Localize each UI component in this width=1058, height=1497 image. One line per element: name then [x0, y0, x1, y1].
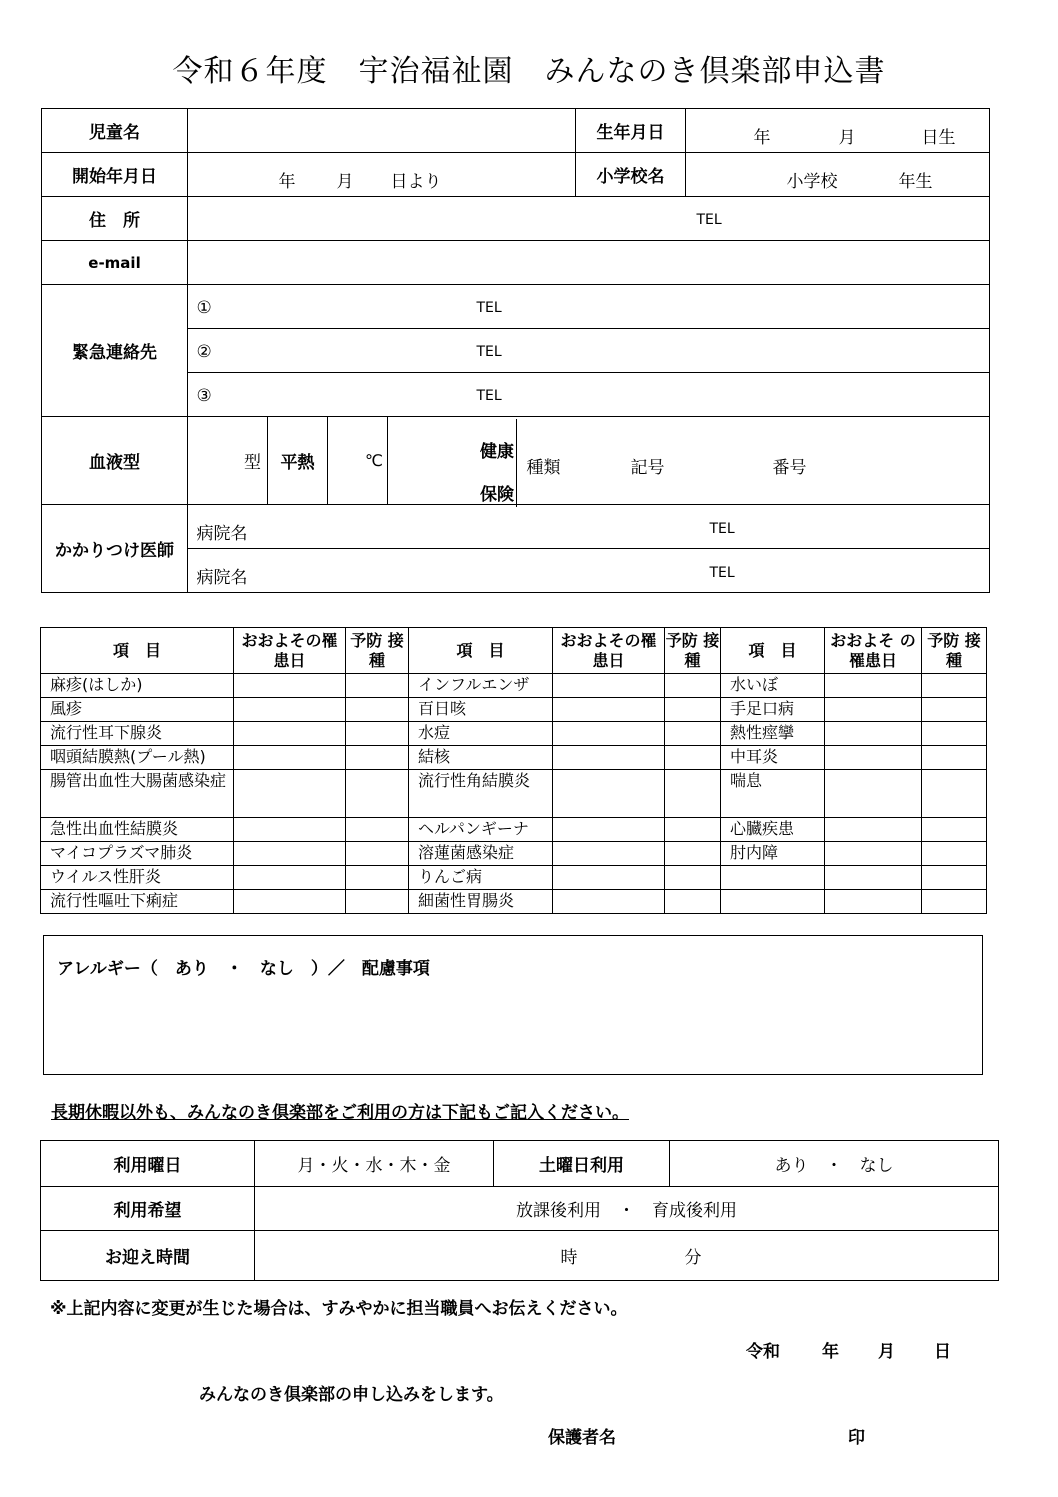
illness-history-table [40, 627, 987, 914]
child-name-field[interactable] [188, 109, 576, 153]
address-field[interactable] [188, 197, 990, 241]
illness-vaccination-field[interactable] [346, 890, 409, 914]
illness-date-field[interactable] [553, 842, 665, 866]
illness-name: 細菌性胃腸炎 [409, 890, 553, 914]
illness-vaccination-field[interactable] [665, 770, 721, 818]
table-row [41, 722, 987, 746]
emergency-mark-3: ③ [196, 385, 212, 406]
table-row [41, 746, 987, 770]
wish-value[interactable]: 放課後利用 ・ 育成後利用 [255, 1187, 999, 1231]
pickup-minute: 分 [684, 1247, 702, 1268]
illness-date-field[interactable] [825, 722, 922, 746]
illness-vaccination-field[interactable] [346, 818, 409, 842]
start-date-field[interactable] [188, 153, 576, 197]
illness-name: 心臓疾患 [721, 818, 825, 842]
illness-date-field[interactable] [553, 866, 665, 890]
illness-vaccination-field[interactable] [665, 698, 721, 722]
change-notice: ※上記内容に変更が生じた場合は、すみやかに担当職員へお伝えください。 [50, 1299, 628, 1319]
illness-vaccination-field[interactable] [922, 770, 987, 818]
date-year: 年 [822, 1342, 839, 1362]
illness-name: 流行性耳下腺炎 [41, 722, 234, 746]
illness-vaccination-field[interactable] [346, 842, 409, 866]
usage-table [40, 1140, 999, 1281]
illness-vaccination-field[interactable] [346, 722, 409, 746]
illness-name: 流行性角結膜炎 [409, 770, 553, 818]
illness-vaccination-field[interactable] [665, 866, 721, 890]
apply-text: みんなのき倶楽部の申し込みをします。 [199, 1385, 504, 1405]
illness-name: 麻疹(はしか) [41, 674, 234, 698]
illness-vaccination-field[interactable] [665, 890, 721, 914]
blood-type-label: 血液型 [42, 417, 188, 505]
birthdate-year: 年 [753, 127, 771, 148]
insurance-label [460, 431, 535, 505]
illness-date-field[interactable] [234, 770, 346, 818]
illness-date-field[interactable] [234, 674, 346, 698]
usage-notice: 長期休暇以外も、みんなのき倶楽部をご利用の方は下記もご記入ください。 [51, 1103, 629, 1123]
pickup-hour: 時 [560, 1247, 578, 1268]
illness-date-field[interactable] [234, 842, 346, 866]
illness-date-field[interactable] [234, 890, 346, 914]
temperature-label: 平熱 [268, 417, 328, 505]
allergy-box[interactable] [43, 935, 983, 1075]
illness-date-field[interactable] [553, 722, 665, 746]
header-vacc-a: 予防 接種 [346, 628, 409, 674]
illness-date-field[interactable] [553, 770, 665, 818]
doctor-label: かかりつけ医師 [42, 505, 188, 593]
illness-vaccination-field[interactable] [922, 866, 987, 890]
temperature-unit: ℃ [365, 451, 383, 470]
illness-rows [41, 674, 987, 914]
illness-vaccination-field[interactable] [346, 698, 409, 722]
emergency-mark-1: ① [196, 297, 212, 318]
illness-date-field[interactable] [825, 866, 922, 890]
temperature-field[interactable] [328, 417, 388, 505]
illness-name [721, 890, 825, 914]
email-field[interactable] [188, 241, 990, 285]
illness-vaccination-field[interactable] [922, 722, 987, 746]
illness-name: 百日咳 [409, 698, 553, 722]
start-year: 年 [278, 171, 296, 192]
emergency-label: 緊急連絡先 [42, 285, 188, 417]
illness-vaccination-field[interactable] [346, 770, 409, 818]
blood-type-unit: 型 [244, 453, 261, 473]
date-day: 日 [934, 1342, 951, 1362]
seal-mark: 印 [848, 1428, 865, 1448]
illness-name: 手足口病 [721, 698, 825, 722]
hospital-2-tel: TEL [709, 564, 735, 581]
table-row [41, 770, 987, 818]
illness-name: 中耳炎 [721, 746, 825, 770]
illness-name: ヘルパンギーナ [409, 818, 553, 842]
blood-type-field[interactable] [188, 417, 268, 505]
birthdate-label: 生年月日 [576, 109, 686, 153]
birthdate-field[interactable] [686, 109, 990, 153]
illness-date-field[interactable] [234, 746, 346, 770]
header-vacc-c: 予防 接種 [922, 628, 987, 674]
table-row [41, 674, 987, 698]
child-name-label: 児童名 [42, 109, 188, 153]
start-month: 月 [336, 171, 354, 192]
illness-vaccination-field[interactable] [922, 698, 987, 722]
illness-vaccination-field[interactable] [922, 818, 987, 842]
guardian-label: 保護者名 [548, 1428, 616, 1448]
illness-vaccination-field[interactable] [665, 746, 721, 770]
illness-vaccination-field[interactable] [665, 722, 721, 746]
days-value[interactable]: 月・火・水・木・金 [255, 1141, 494, 1187]
date-era: 令和 [746, 1342, 780, 1362]
table-row [41, 842, 987, 866]
illness-name: 咽頭結膜熱(プール熱) [41, 746, 234, 770]
header-date-c: おおよそ の罹患日 [825, 628, 922, 674]
illness-name: 風疹 [41, 698, 234, 722]
illness-name [721, 866, 825, 890]
email-label: e-mail [42, 241, 188, 285]
pickup-label: お迎え時間 [41, 1231, 255, 1281]
hospital-1-label: 病院名 [196, 523, 248, 544]
illness-date-field[interactable] [553, 698, 665, 722]
emergency-tel-1: TEL [476, 299, 502, 316]
illness-name: 溶蓮菌感染症 [409, 842, 553, 866]
illness-vaccination-field[interactable] [922, 890, 987, 914]
hospital-1-tel: TEL [709, 520, 735, 537]
illness-name: 肘内障 [721, 842, 825, 866]
illness-vaccination-field[interactable] [665, 818, 721, 842]
illness-date-field[interactable] [553, 746, 665, 770]
saturday-value[interactable]: あり ・ なし [670, 1141, 999, 1187]
table-row [41, 866, 987, 890]
insurance-divider [516, 419, 517, 505]
illness-date-field[interactable] [234, 698, 346, 722]
insurance-label-2: 保険 [480, 484, 514, 505]
illness-date-field[interactable] [825, 746, 922, 770]
illness-vaccination-field[interactable] [922, 746, 987, 770]
illness-vaccination-field[interactable] [665, 842, 721, 866]
table-row [41, 890, 987, 914]
illness-vaccination-field[interactable] [346, 674, 409, 698]
hospital-1-field[interactable] [188, 505, 990, 549]
hospital-2-field[interactable] [188, 549, 990, 593]
header-item-a: 項 目 [41, 628, 234, 674]
illness-name: マイコプラズマ肺炎 [41, 842, 234, 866]
illness-name: ウイルス性肝炎 [41, 866, 234, 890]
illness-name: 水痘 [409, 722, 553, 746]
days-label: 利用曜日 [41, 1141, 255, 1187]
table-row [41, 818, 987, 842]
birthdate-month: 月 [838, 127, 856, 148]
illness-name: 流行性嘔吐下痢症 [41, 890, 234, 914]
illness-name: 腸管出血性大腸菌感染症 [41, 770, 234, 818]
illness-vaccination-field[interactable] [346, 746, 409, 770]
table-row [41, 698, 987, 722]
emergency-mark-2: ② [196, 341, 212, 362]
illness-date-field[interactable] [825, 818, 922, 842]
illness-date-field[interactable] [825, 674, 922, 698]
illness-name: りんご病 [409, 866, 553, 890]
grade-suffix: 年生 [898, 171, 933, 192]
illness-name: インフルエンザ [409, 674, 553, 698]
emergency-contact-2[interactable] [188, 329, 990, 373]
illness-vaccination-field[interactable] [922, 842, 987, 866]
emergency-contact-3[interactable] [188, 373, 990, 417]
header-date-b: おおよその罹患日 [553, 628, 665, 674]
illness-name: 水いぼ [721, 674, 825, 698]
pickup-field[interactable] [255, 1231, 999, 1281]
header-date-a: おおよその罹患日 [234, 628, 346, 674]
wish-label: 利用希望 [41, 1187, 255, 1231]
hospital-2-label: 病院名 [196, 567, 248, 588]
insurance-type: 種類 [526, 457, 561, 478]
applicant-info-table [41, 108, 990, 593]
date-month: 月 [878, 1342, 895, 1362]
illness-date-field[interactable] [825, 842, 922, 866]
school-field[interactable] [686, 153, 990, 197]
illness-date-field[interactable] [825, 890, 922, 914]
illness-date-field[interactable] [234, 722, 346, 746]
emergency-tel-3: TEL [476, 387, 502, 404]
emergency-contact-1[interactable] [188, 285, 990, 329]
illness-date-field[interactable] [234, 818, 346, 842]
header-item-b: 項 目 [409, 628, 553, 674]
illness-date-field[interactable] [553, 890, 665, 914]
header-vacc-b: 予防 接種 [665, 628, 721, 674]
guardian-name-field[interactable] [630, 1423, 840, 1447]
illness-date-field[interactable] [553, 674, 665, 698]
insurance-number: 番号 [772, 457, 807, 478]
start-date-label: 開始年月日 [42, 153, 188, 197]
saturday-label: 土曜日利用 [494, 1141, 670, 1187]
address-label: 住 所 [42, 197, 188, 241]
illness-vaccination-field[interactable] [346, 866, 409, 890]
illness-name: 結核 [409, 746, 553, 770]
start-day: 日より [390, 171, 442, 192]
illness-date-field[interactable] [825, 770, 922, 818]
illness-vaccination-field[interactable] [665, 674, 721, 698]
birthdate-day: 日生 [921, 127, 956, 148]
illness-date-field[interactable] [234, 866, 346, 890]
school-label: 小学校名 [576, 153, 686, 197]
illness-date-field[interactable] [553, 818, 665, 842]
insurance-label-1: 健康 [480, 441, 514, 462]
header-item-c: 項 目 [721, 628, 825, 674]
insurance-symbol: 記号 [630, 457, 665, 478]
illness-name: 急性出血性結膜炎 [41, 818, 234, 842]
illness-name: 喘息 [721, 770, 825, 818]
insurance-cell[interactable] [388, 417, 990, 505]
address-tel-label: TEL [696, 211, 722, 228]
allergy-label: アレルギー（ あり ・ なし ）／ 配慮事項 [57, 959, 430, 979]
school-suffix: 小学校 [786, 171, 838, 192]
emergency-tel-2: TEL [476, 343, 502, 360]
page-title: 令和６年度 宇治福祉園 みんなのき倶楽部申込書 [172, 54, 886, 89]
illness-name: 熱性痙攣 [721, 722, 825, 746]
illness-vaccination-field[interactable] [922, 674, 987, 698]
illness-date-field[interactable] [825, 698, 922, 722]
